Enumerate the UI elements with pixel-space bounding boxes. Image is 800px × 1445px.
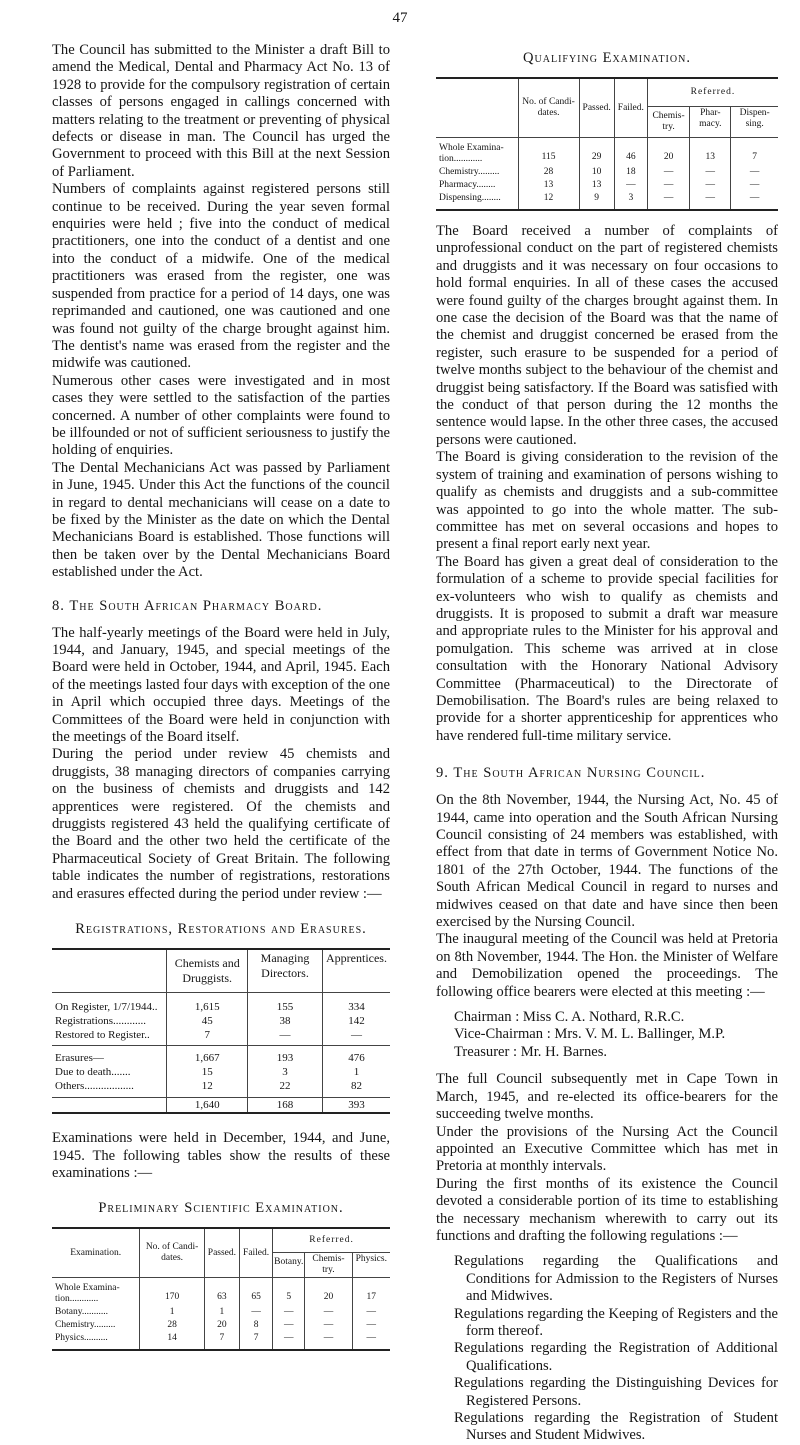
qualifying-exam-table: No. of Candi-dates. Passed. Failed. Referred. Chemis-try. Phar-macy. Dispen-sing. Whole Examina-tion............ 115 29 46 20 13 7 Chemistry......... 28 10 18 — — — Pharmacy........ 13 13 — — — — Dispensing........ 12 9 3 — — — <box>436 77 778 211</box>
table-row: Pharmacy........ 13 13 — — — — <box>436 179 778 192</box>
table-row: Physics.......... 14 7 7 — — — <box>52 1332 390 1350</box>
right-column <box>436 50 778 1445</box>
table-row: Chemistry......... 28 10 18 — — — <box>436 166 778 179</box>
table-row: Botany........... 1 1 — — — — <box>52 1306 390 1319</box>
office-bearer: Treasurer : Mr. H. Barnes. <box>454 1043 608 1060</box>
paragraph: The Board is giving consideration to the revision of the system of training and examination of persons wishing to qualify as chemists and druggists and a sub-committee was appointed to go into the whole matter. The sub-committee has met on several occasions and hopes to present a final report early next year. <box>436 449 778 553</box>
paragraph: The inaugural meeting of the Council was held at Pretoria on 8th November, 1944. The Hon. the Minister of Welfare and Demobilization opened the proceedings. The following office bearers were elected at this meeting :— <box>436 931 778 1000</box>
regulations-list <box>436 1253 778 1444</box>
paragraph: The half-yearly meetings of the Board were held in July, 1944, and January, 1945, and special meetings of the Board were held in October, 1944, and April, 1945. Each of the meetings lasted four days with exception of the one in April which occupied three days. Meetings of the Committees of the Board were held in conjunction with the meetings of the Board itself. <box>52 624 390 746</box>
table-row: Restored to Register.. 7 — — <box>52 1028 390 1046</box>
table-row: Whole Examina-tion............ 170 63 65 5 20 17 <box>52 1278 390 1307</box>
preliminary-exam-table: Examination. No. of Candi-dates. Passed. Failed. Referred. Botany. Chemis-try. Physics. Whole Examina-tion............ 170 63 65 5 20 17 Botany........... 1 1 — — — — Chemistry......... 28 20 8 — — — Physics.......... 14 7 7 — — — <box>52 1227 390 1351</box>
paragraph: On the 8th November, 1944, the Nursing Act, No. 45 of 1944, came into operation and the South African Nursing Council consisting of 24 members was established, with effect from that date in terms of Government Notice No. 1801 of the 27th October, 1944. The functions of the South African Medical Council in regard to nurses and midwives ceased on that date and have since then been exercised by the Nursing Council. <box>436 792 778 931</box>
paragraph: The Council has submitted to the Minister a draft Bill to amend the Medical, Dental and Pharmacy Act No. 13 of 1928 to provide for the compulsory registration of certain classes of persons engaged in callings concerned with matters relating to the treatment or preventing of physical defects or disease in man. The Council has urged the Government to proceed with this Bill at the next Session of Parliament. <box>52 42 390 180</box>
table-row: Registrations............ 45 38 142 <box>52 1014 390 1028</box>
paragraph: Under the provisions of the Nursing Act the Council appointed an Executive Committee which has met in Pretoria at monthly intervals. <box>436 1123 778 1175</box>
table-row: Dispensing........ 12 9 3 — — — <box>436 192 778 210</box>
list-item: Regulations regarding the Registration of Student Nurses and Student Midwives. <box>454 1410 778 1444</box>
table-row-subtotal: Erasures— 1,667 193 476 <box>52 1046 390 1066</box>
col-header-directors: Managing Directors. <box>248 949 323 993</box>
table-row: On Register, 1/7/1944.. 1,615 155 334 <box>52 993 390 1015</box>
list-item: Regulations regarding the Distinguishing Devices for Registered Persons. <box>454 1375 778 1409</box>
paragraph: Numbers of complaints against registered persons still continue to be received. During the year seven formal enquiries were held ; five into the conduct of medical practitioners, one into the conduct of a dentist and one into the conduct of a midwife. One of the medical practitioners was erased from the register, one was suspended from practice for a period of 14 days, one was reprimanded and cautioned, one was cautioned and one was found not guilty of the charge brought against him. The dentist's name was erased from the register and the midwife was cautioned. <box>52 181 390 372</box>
paragraph: The Dental Mechanicians Act was passed by Parliament in June, 1945. Under this Act the functions of the council in regard to dental mechanicians will cease on a date to be fixed by the Minister as the date on which the Dental Mechanicians Board is established. Those functions will then be taken over by the Dental Mechanicians Board established under the Act. <box>52 459 390 581</box>
office-bearer: Vice-Chairman : Mrs. V. M. L. Ballinger, M.P. <box>454 1026 726 1043</box>
paragraph: The Board has given a great deal of consideration to the formulation of a scheme to provide special facilities for ex-volunteers who wish to qualify as chemists and druggists. It is proposed to submit a draft war measure and appropriate rules to the Minister for his approval and pomulgation. This scheme was arrived at in close consultation with the Honorary National Advisory Committee (Pharmaceutical) to the Directorate of Demobilisation. The Board's rules are being relaxed to provide for a shorter apprenticeship for apprentices who have rendered full-time military service. <box>436 553 778 744</box>
paragraph: During the first months of its existence the Council devoted a considerable portion of its time to establishing the necessary mechanism wherewith to carry out its functions and drafting the following regulations :— <box>436 1175 778 1244</box>
section-heading-pharmacy-board: 8. The South African Pharmacy Board. <box>52 597 323 614</box>
paragraph: Numerous other cases were investigated and in most cases they were settled to the satisfaction of the parties concerned. A number of other complaints were found to be illfounded or not of sufficient seriousness to justify the holding of enquiries. <box>52 372 390 459</box>
list-item: Regulations regarding the Keeping of Registers and the form thereof. <box>454 1305 778 1339</box>
table-row-total: 1,640 168 393 <box>52 1098 390 1114</box>
list-item: Regulations regarding the Registration of Additional Qualifications. <box>454 1340 778 1374</box>
left-column <box>52 42 390 1351</box>
table-row: Chemistry......... 28 20 8 — — — <box>52 1319 390 1332</box>
table-row: Due to death....... 15 3 1 <box>52 1065 390 1079</box>
col-header-apprentices: Apprentices. <box>323 949 391 993</box>
registrations-table <box>52 948 390 1114</box>
table-row: Whole Examina-tion............ 115 29 46 20 13 7 <box>436 138 778 167</box>
section-heading-nursing-council: 9. The South African Nursing Council. <box>436 765 706 782</box>
office-bearers-list <box>436 1009 778 1061</box>
office-bearer: Chairman : Miss C. A. Nothard, R.R.C. <box>454 1009 685 1026</box>
paragraph: Examinations were held in December, 1944, and June, 1945. The following tables show the results of these examinations :— <box>52 1130 390 1181</box>
paragraph: During the period under review 45 chemists and druggists, 38 managing directors of companies carrying on the business of chemists and druggists and 142 apprentices were registered. Of the chemists and druggists registered 43 held the qualifying certificate of the Board and the other two held the certificate of the Pharmaceutical Society of Great Britain. The following table indicates the number of registrations, restorations and erasures effected during the period under review :— <box>52 746 390 902</box>
paragraph: The full Council subsequently met in Cape Town in March, 1945, and re-elected its office-bearers for the succeeding twelve months. <box>436 1071 778 1123</box>
paragraph: The Board received a number of complaints of unprofessional conduct on the part of registered chemists and druggists and it was necessary on four occasions to hold formal enquiries. In all of these cases the accused were found guilty of the charges brought against them. In one case the decision of the Board was that the name of the chemist and druggist concerned be erased from the register, such erasure to be suspended for a period of twelve months subject to the behaviour of the chemist and druggist being satisfactory. If the Board was satisfied with the conduct of that person during the 12 months the sentence would lapse. In the other three cases, the accused persons were cautioned. <box>436 223 778 448</box>
table-row: Others.................. 12 22 82 <box>52 1079 390 1098</box>
list-item: Regulations regarding the Qualifications and Conditions for Admission to the Registers of Nurses and Midwives. <box>454 1253 778 1305</box>
page-number: 47 <box>392 10 408 26</box>
col-header-chemists: Chemists and Druggists. <box>167 949 248 993</box>
table-caption-qualifying: Qualifying Examination. <box>523 50 691 66</box>
table-caption-registrations: Registrations, Restorations and Erasures. <box>75 921 367 938</box>
table-caption-preliminary: Preliminary Scientific Examination. <box>98 1200 344 1217</box>
